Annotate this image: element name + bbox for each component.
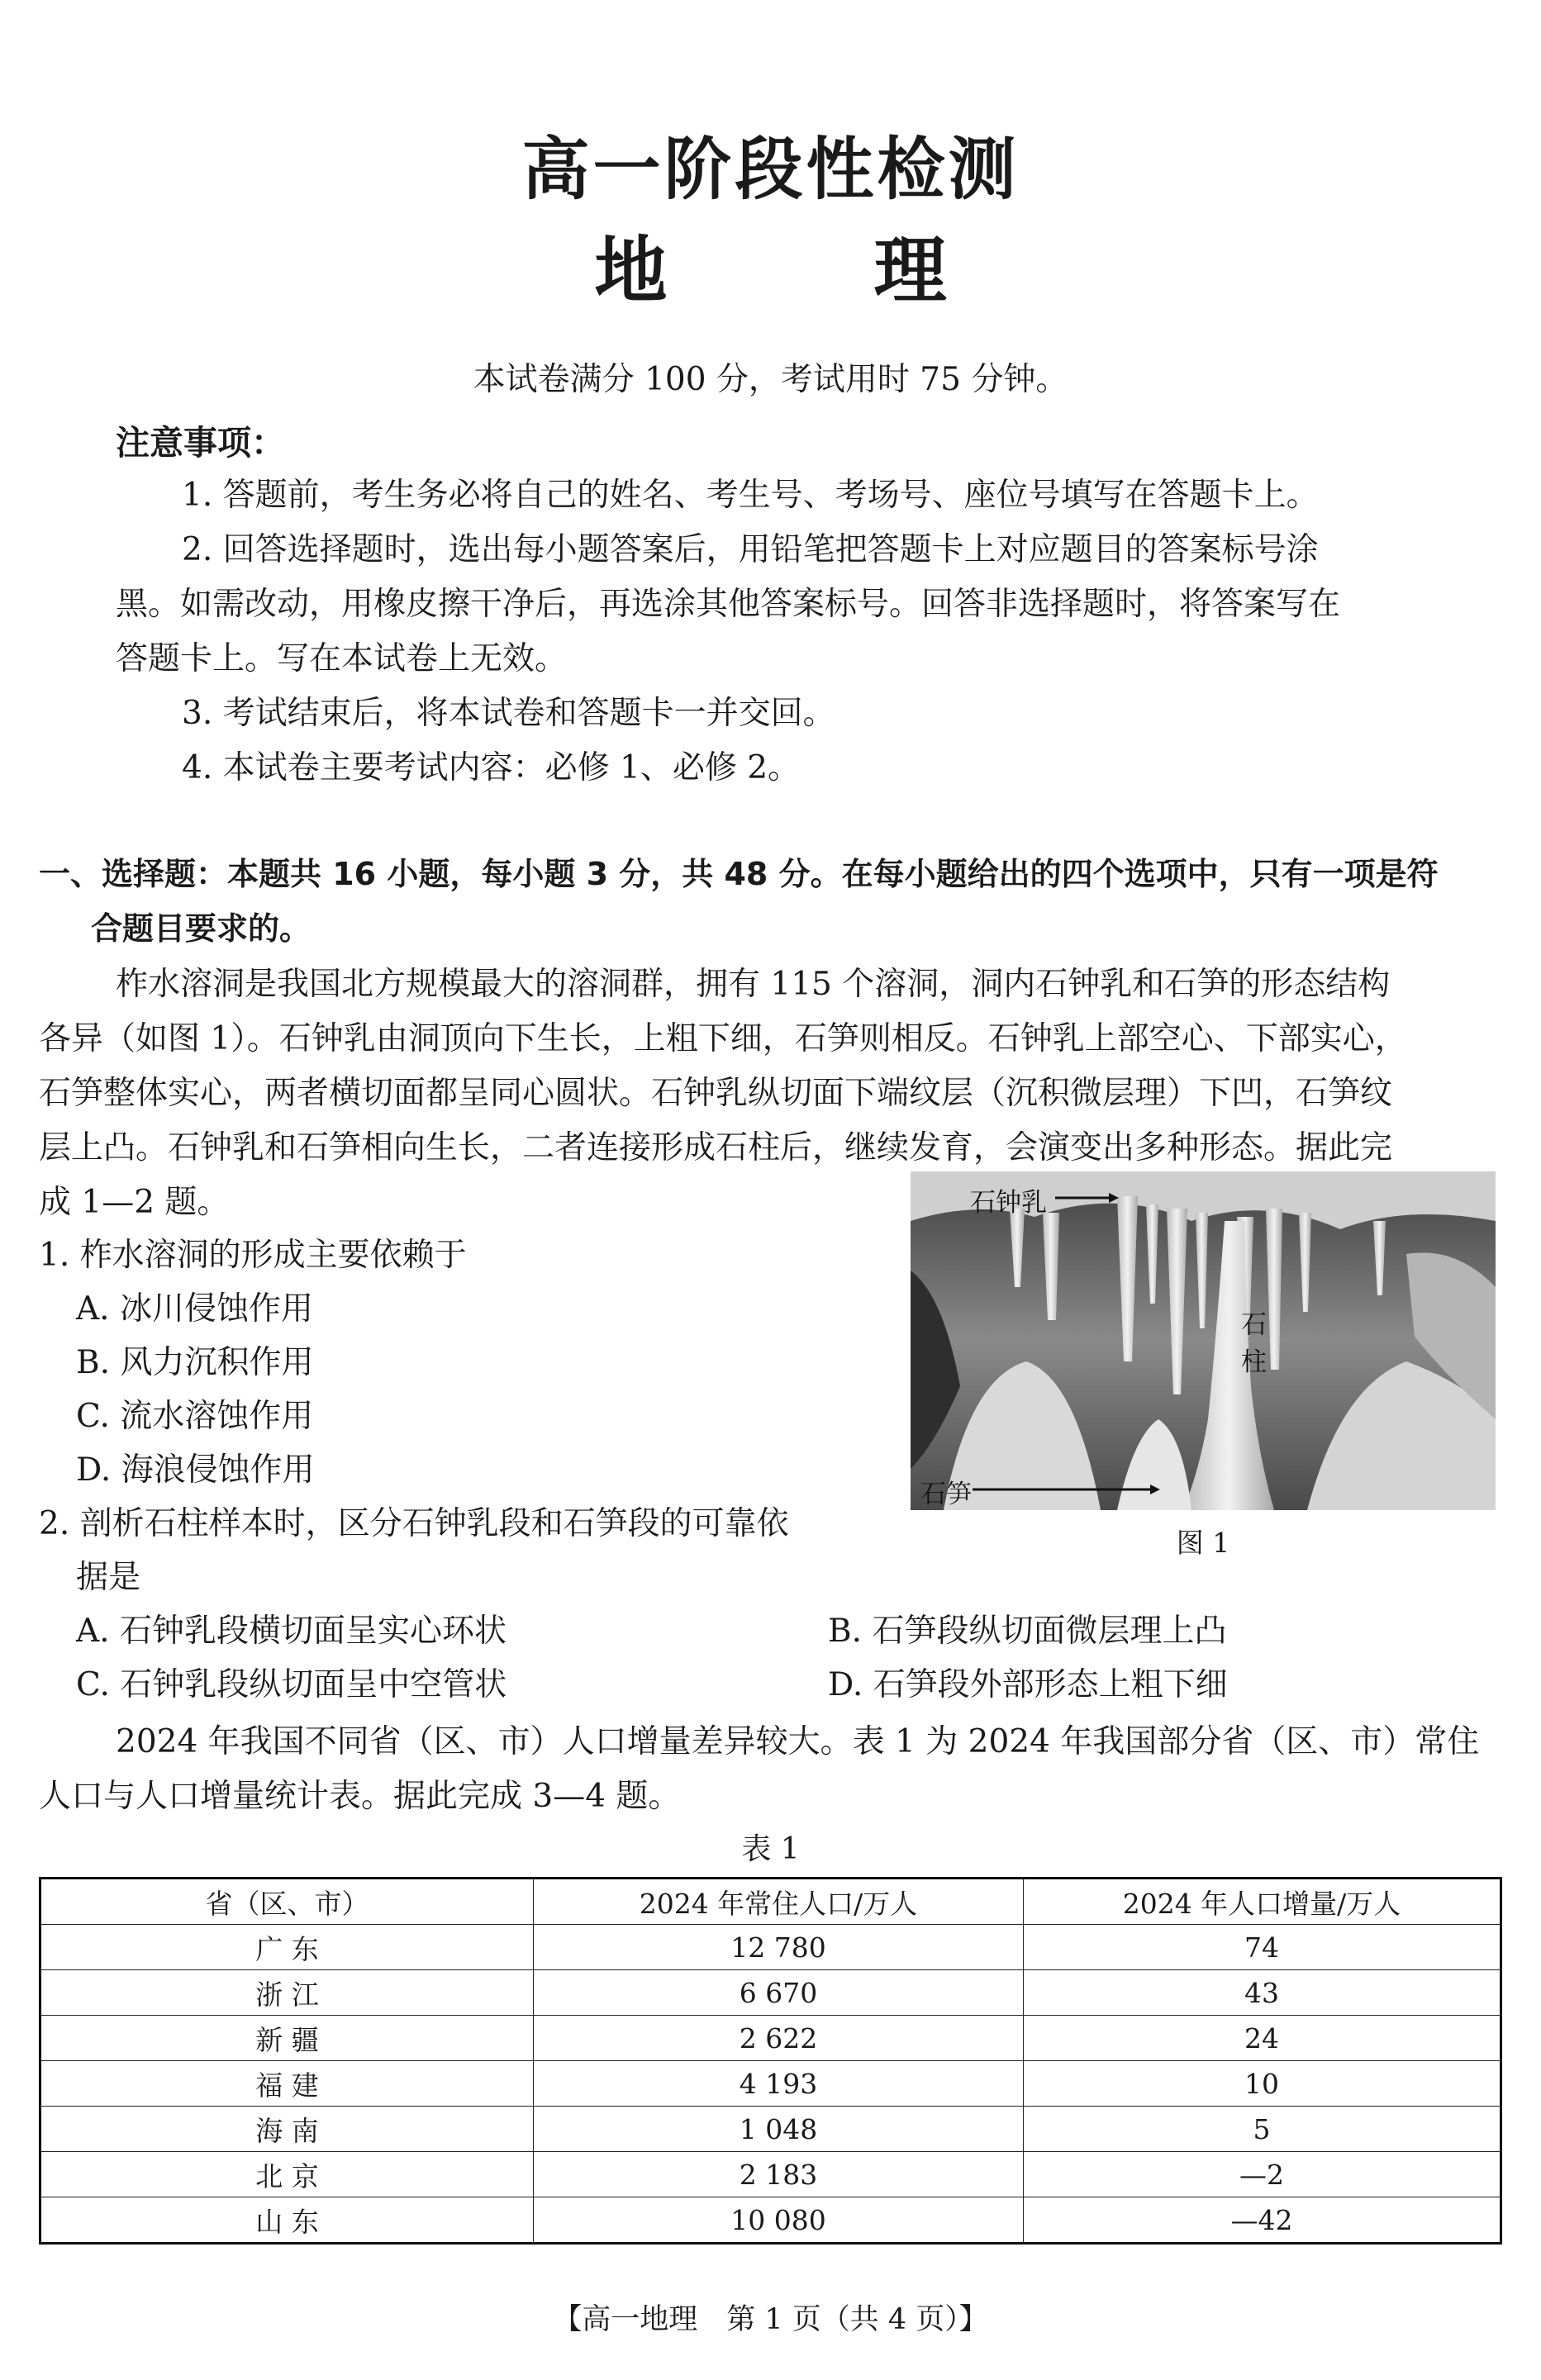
table-header-cell: 省（区、市） xyxy=(40,1879,534,1925)
table-cell: 海 南 xyxy=(40,2107,534,2152)
passage-line: 石笋整体实心，两者横切面都呈同心圆状。石钟乳纵切面下端纹层（沉积微层理）下凹，石笋纹 xyxy=(39,1075,1393,1112)
table-cell: 广 东 xyxy=(40,1925,534,1970)
question-1-option-a: A. 冰川侵蚀作用 xyxy=(76,1290,313,1328)
subject-char-2: 理 xyxy=(873,228,947,313)
passage-line: 柞水溶洞是我国北方规模最大的溶洞群，拥有 115 个溶洞，洞内石钟乳和石笋的形态结构 xyxy=(116,966,1391,1003)
question-1-option-d: D. 海浪侵蚀作用 xyxy=(76,1451,315,1489)
exam-intro: 本试卷满分 100 分，考试用时 75 分钟。 xyxy=(473,361,1068,398)
question-2-stem: 2. 剖析石柱样本时，区分石钟乳段和石笋段的可靠依 xyxy=(39,1505,789,1542)
table-cell: —42 xyxy=(1024,2197,1501,2244)
notice-line: 黑。如需改动，用橡皮擦干净后，再选涂其他答案标号。回答非选择题时，将答案写在 xyxy=(116,586,1341,623)
label-pillar-top: 石 xyxy=(1241,1310,1267,1340)
notice-line: 3. 考试结束后，将本试卷和答题卡一并交回。 xyxy=(182,695,835,732)
label-stalagmite: 石笋 xyxy=(920,1480,972,1509)
question-1-stem: 1. 柞水溶洞的形成主要依赖于 xyxy=(39,1237,467,1274)
notice-line: 2. 回答选择题时，选出每小题答案后，用铅笔把答题卡上对应题目的答案标号涂 xyxy=(182,531,1319,568)
subject-char-1: 地 xyxy=(594,228,668,313)
table-header-row xyxy=(40,1879,1501,1925)
table-row xyxy=(40,2061,1501,2107)
table-cell: 新 疆 xyxy=(40,2016,534,2061)
table-header-cell: 2024 年人口增量/万人 xyxy=(1024,1879,1501,1925)
cave-photo xyxy=(911,1171,1496,1510)
table-row xyxy=(40,1970,1501,2016)
table-cell: 5 xyxy=(1024,2107,1501,2152)
notice-line: 4. 本试卷主要考试内容：必修 1、必修 2。 xyxy=(182,749,801,786)
exam-title: 高一阶段性检测 xyxy=(521,131,1020,209)
table-cell: 北 京 xyxy=(40,2152,534,2197)
table-cell: 6 670 xyxy=(534,1970,1024,2016)
table-cell: 1 048 xyxy=(534,2107,1024,2152)
table-cell: 山 东 xyxy=(40,2197,534,2244)
table-row xyxy=(40,1925,1501,1970)
table-row xyxy=(40,2152,1501,2197)
table-cell: 浙 江 xyxy=(40,1970,534,2016)
table-row xyxy=(40,2197,1501,2244)
page-footer: 【高一地理 第 1 页（共 4 页）】 xyxy=(553,2303,988,2336)
table-cell: —2 xyxy=(1024,2152,1501,2197)
notice-line: 答题卡上。写在本试卷上无效。 xyxy=(116,640,568,677)
question-1-option-c: C. 流水溶蚀作用 xyxy=(76,1398,314,1435)
label-pillar-bottom: 柱 xyxy=(1241,1347,1267,1377)
question-1-option-b: B. 风力沉积作用 xyxy=(76,1344,314,1381)
figure-caption: 图 1 xyxy=(1176,1527,1230,1559)
table-cell: 74 xyxy=(1024,1925,1501,1970)
notice-line: 1. 答题前，考生务必将自己的姓名、考生号、考场号、座位号填写在答题卡上。 xyxy=(182,477,1319,514)
subject-title xyxy=(0,213,1541,317)
table-cell: 2 183 xyxy=(534,2152,1024,2197)
table-cell: 10 080 xyxy=(534,2197,1024,2244)
table-cell: 2 622 xyxy=(534,2016,1024,2061)
table-cell: 福 建 xyxy=(40,2061,534,2107)
table-cell: 24 xyxy=(1024,2016,1501,2061)
question-2-option-b: B. 石笋段纵切面微层理上凸 xyxy=(828,1613,1227,1650)
notice-heading: 注意事项： xyxy=(116,423,285,463)
question-2-option-a: A. 石钟乳段横切面呈实心环状 xyxy=(76,1613,507,1650)
section1-heading: 一、选择题：本题共 16 小题，每小题 3 分，共 48 分。在每小题给出的四个选项中，只有一项是符 xyxy=(39,856,1439,892)
table-header-cell: 2024 年常住人口/万人 xyxy=(534,1879,1024,1925)
passage-line: 成 1—2 题。 xyxy=(39,1184,230,1221)
population-table xyxy=(39,1877,1502,2245)
table-cell: 10 xyxy=(1024,2061,1501,2107)
passage-line: 2024 年我国不同省（区、市）人口增量差异较大。表 1 为 2024 年我国部分省（区、市）常住 xyxy=(116,1723,1480,1760)
table-cell: 12 780 xyxy=(534,1925,1024,1970)
question-2-stem-cont: 据是 xyxy=(76,1559,141,1596)
question-2-option-d: D. 石笋段外部形态上粗下细 xyxy=(828,1666,1228,1703)
table-row xyxy=(40,2016,1501,2061)
section1-heading-cont: 合题目要求的。 xyxy=(91,910,312,947)
label-stalactite: 石钟乳 xyxy=(970,1188,1047,1218)
table-cell: 4 193 xyxy=(534,2061,1024,2107)
passage-line: 层上凸。石钟乳和石笋相向生长，二者连接形成石柱后，继续发育，会演变出多种形态。据此完 xyxy=(39,1129,1393,1166)
cave-illustration xyxy=(911,1171,1496,1510)
passage-line: 人口与人口增量统计表。据此完成 3—4 题。 xyxy=(39,1778,681,1815)
table-row xyxy=(40,2107,1501,2152)
question-2-option-c: C. 石钟乳段纵切面呈中空管状 xyxy=(76,1666,507,1703)
table-cell: 43 xyxy=(1024,1970,1501,2016)
table-title: 表 1 xyxy=(741,1832,800,1866)
passage-line: 各异（如图 1）。石钟乳由洞顶向下生长，上粗下细，石笋则相反。石钟乳上部空心、下部实心， xyxy=(39,1020,1407,1057)
